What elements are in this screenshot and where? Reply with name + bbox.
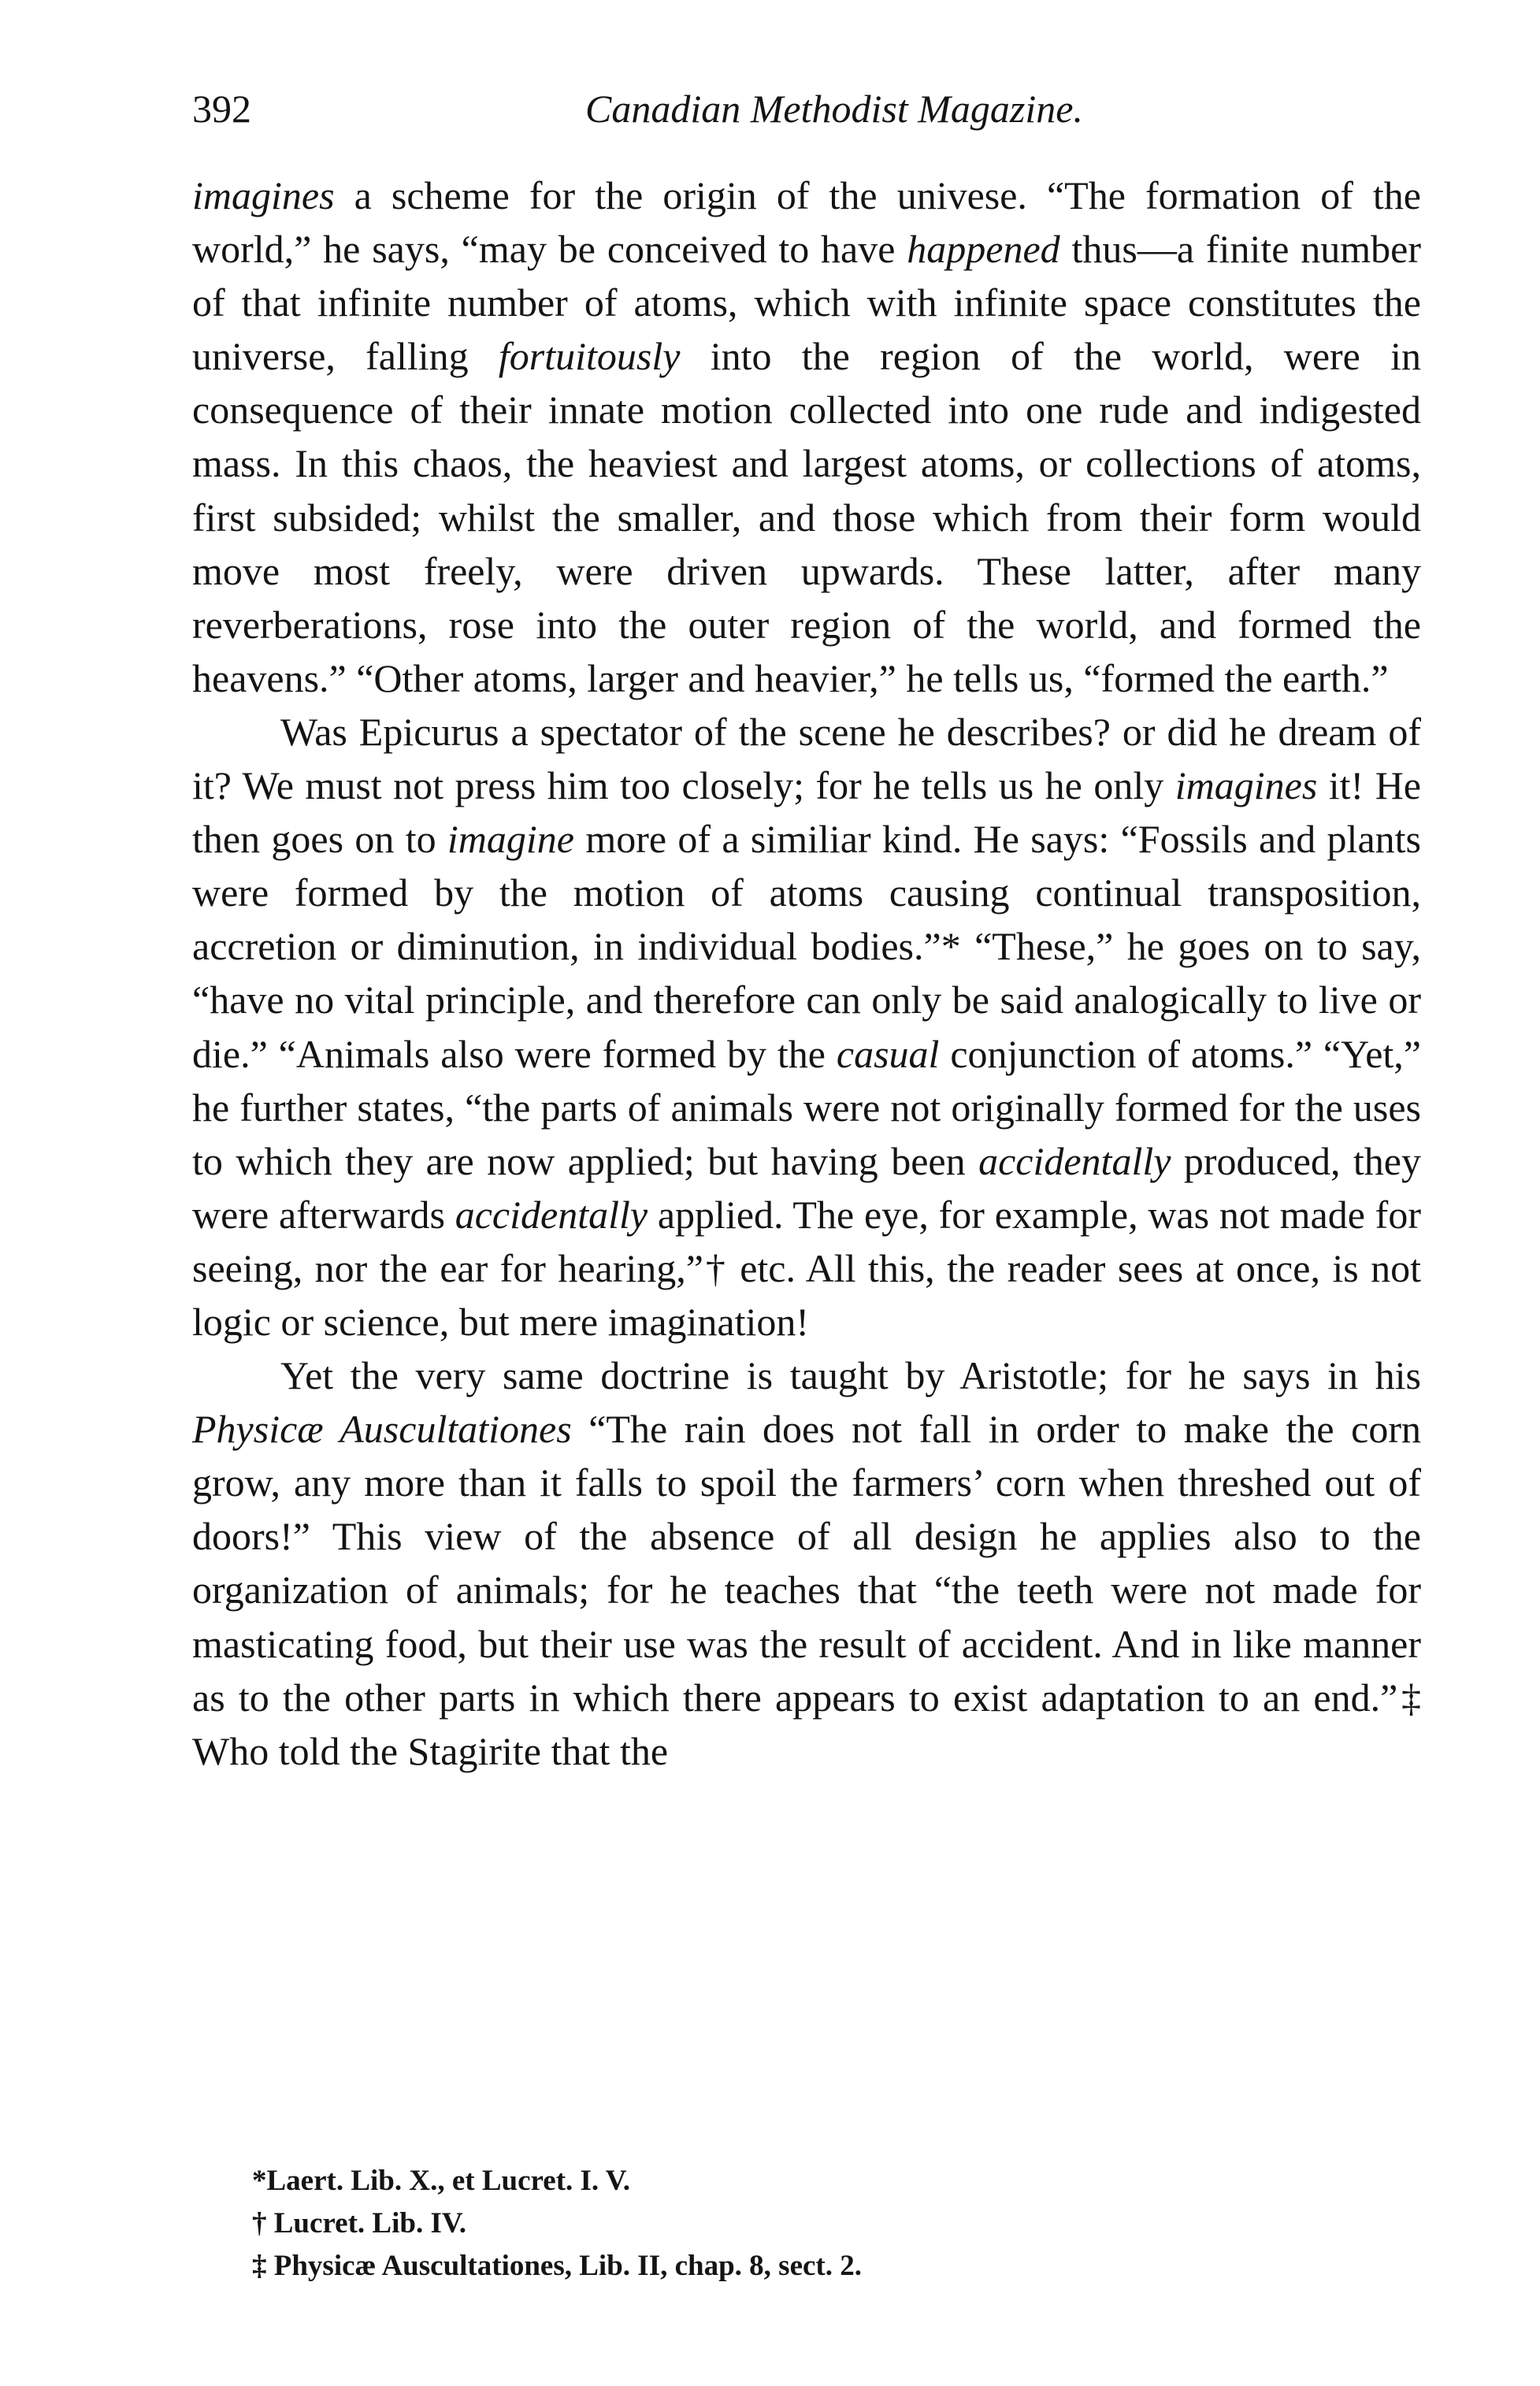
footnote-3: ‡ Physicæ Auscultationes, Lib. II, chap. 8, sect. 2. (252, 2250, 862, 2282)
text-run: Was Epicurus a spectator of the scene he describes? or did he dream of it? We must not press him too closely; for he tells us he only (192, 709, 1421, 808)
footnote-1: *Laert. Lib. X., et Lucret. I. V. (252, 2165, 630, 2197)
text-run: conjunction of atoms.” “Yet,” he further states, “the parts of animals were not originally formed for the uses to which they are now applied; but having been (192, 1031, 1421, 1183)
page-number: 392 (192, 87, 251, 131)
text-run: into the region of the world, were in consequence of their innate motion collected into one rude and indigested mass. In this chaos, the heaviest and largest atoms, or collections of atoms, first subsided; whilst the smaller, and those which from their form would move most freely, were driven upwards. These latter, after many reverberations, rose into the outer region of the world, and formed the heavens.” “Other atoms, larger and heavier,” he tells us, “formed the earth.” (192, 334, 1421, 700)
body-text (192, 169, 1421, 1778)
italic-text-run: casual (836, 1031, 940, 1076)
italic-text-run: Physicæ Auscultationes (192, 1407, 572, 1452)
paragraph-1 (192, 169, 1421, 705)
text-run: Yet the very same doctrine is taught by Aristotle; for he says in his (280, 1353, 1421, 1398)
italic-text-run: imagines (192, 173, 335, 217)
page-header (192, 77, 1421, 140)
italic-text-run: happened (907, 227, 1060, 272)
italic-text-run: imagine (447, 817, 574, 862)
text-run: applied. The eye, for example, was not made for seeing, nor the ear for hearing,”† etc. All this, the reader sees at once, is not logic or science, but mere imagination! (192, 1192, 1421, 1344)
italic-text-run: accidentally (978, 1138, 1171, 1183)
text-run: a scheme for the origin of the univese. “The formation of the world,” he says, “may be conceived to have (192, 173, 1421, 272)
italic-text-run: imagines (1174, 763, 1318, 808)
italic-text-run: fortuitously (498, 334, 681, 379)
italic-text-run: accidentally (455, 1192, 648, 1237)
text-run: more of a similiar kind. He says: “Fossils and plants were formed by the motion of atoms causing continual transposition, accretion or diminution, in individual bodies.”* “These,” he goes on to say, “have no vital principle, and therefore can only be said analogically to live or die.” “Animals also were formed by the (192, 817, 1421, 1076)
text-run: “The rain does not fall in order to make the corn grow, any more than it falls to spoil the farmers’ corn when threshed out of doors!” This view of the absence of all design he applies also to the organization of animals; for he teaches that “the teeth were not made for masticating food, but their use was the result of accident. And in like manner as to the other parts in which there appears to exist adaptation to an end.”‡ Who told the Stagirite that the (192, 1407, 1421, 1773)
footnote-2: † Lucret. Lib. IV. (252, 2207, 467, 2239)
footnotes (252, 2160, 1355, 2288)
text-run: it! He then goes on to (192, 763, 1421, 862)
paragraph-2 (192, 705, 1421, 1349)
text-run: thus—a finite number of that infinite number of atoms, which with infinite space constitutes the universe, falling (192, 227, 1421, 379)
text-run: produced, they were afterwards (192, 1138, 1422, 1237)
running-title: Canadian Methodist Magazine. (585, 87, 1083, 131)
paragraph-3 (192, 1349, 1421, 1778)
